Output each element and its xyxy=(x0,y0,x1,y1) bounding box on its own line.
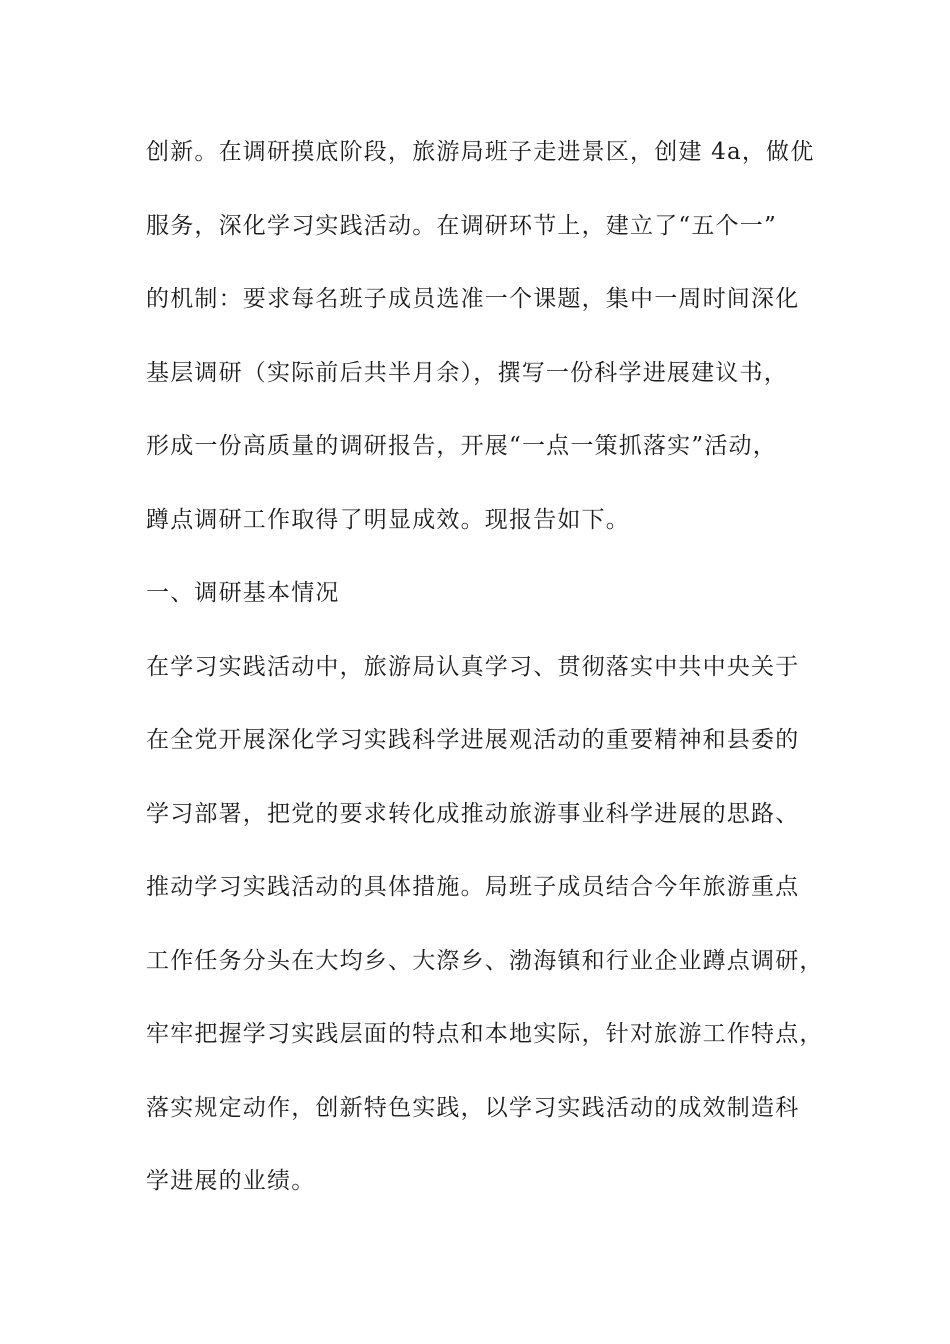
text-line: 在全党开展深化学习实践科学进展观活动的重要精神和县委的 xyxy=(146,727,800,753)
text-line: 在学习实践活动中，旅游局认真学习、贯彻落实中共中央关于 xyxy=(146,653,800,680)
text-line: 创新。在调研摸底阶段，旅游局班子走进景区，创建 4a，做优 xyxy=(146,139,815,165)
text-line: 服务，深化学习实践活动。在调研环节上，建立了“五个一” xyxy=(146,212,777,239)
text-line: 形成一份高质量的调研报告，开展“一点一策抓落实”活动， xyxy=(146,433,777,459)
text-line: 牢牢把握学习实践层面的特点和本地实际，针对旅游工作特点， xyxy=(146,1021,824,1047)
text-line: 的机制：要求每名班子成员选准一个课题，集中一周时间深化 xyxy=(146,286,800,312)
text-line: 学习部署，把党的要求转化成推动旅游事业科学进展的思路、 xyxy=(146,800,800,827)
text-line: 推动学习实践活动的具体措施。局班子成员结合今年旅游重点 xyxy=(146,874,800,900)
text-line: 落实规定动作，创新特色实践，以学习实践活动的成效制造科 xyxy=(146,1094,800,1121)
text-line: 工作任务分头在大均乡、大漈乡、渤海镇和行业企业蹲点调研， xyxy=(146,947,824,974)
section-heading: 一、调研基本情况 xyxy=(146,580,340,606)
text-line: 基层调研（实际前后共半月余），撰写一份科学进展建议书， xyxy=(146,359,788,386)
text-line: 蹲点调研工作取得了明显成效。现报告如下。 xyxy=(146,506,630,533)
text-line: 学进展的业绩。 xyxy=(146,1168,316,1194)
document-body xyxy=(146,129,836,1232)
